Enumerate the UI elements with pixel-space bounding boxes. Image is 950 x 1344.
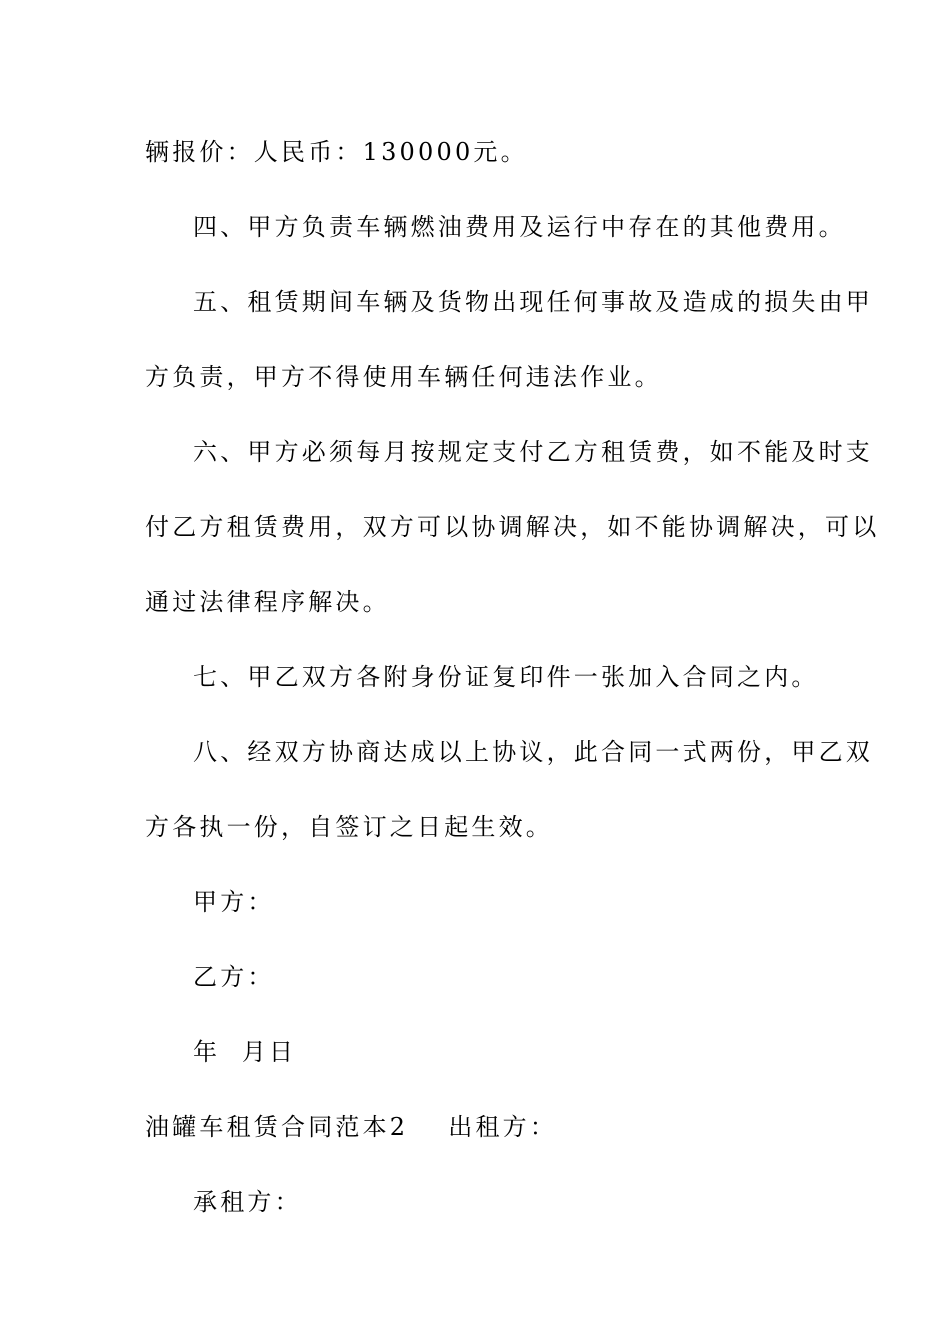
clause-6-continued: 通过法律程序解决。 [145,588,390,616]
paragraph-line: 辆报价：人民币：130000元。 [145,138,528,166]
lessee-label: 承租方： [193,1188,302,1216]
clause-5-continued: 方负责，甲方不得使用车辆任何违法作业。 [145,363,662,391]
date-line: 年 月日 [193,1038,297,1066]
section-heading-line [145,1112,557,1142]
section-title: 油罐车租赁合同范本2 [145,1113,409,1141]
clause-6-continued: 付乙方租赁费用，双方可以协调解决，如不能协调解决，可以 [145,513,880,541]
party-a-label: 甲方： [193,888,275,916]
clause-5: 五、租赁期间车辆及货物出现任何事故及造成的损失由甲 [193,288,873,316]
party-b-label: 乙方： [193,963,275,991]
lessor-label: 出租方： [448,1113,558,1141]
clause-8: 八、经双方协商达成以上协议，此合同一式两份，甲乙双 [193,738,873,766]
clause-7: 七、甲乙双方各附身份证复印件一张加入合同之内。 [193,663,819,691]
clause-8-continued: 方各执一份，自签订之日起生效。 [145,813,553,841]
clause-4: 四、甲方负责车辆燃油费用及运行中存在的其他费用。 [193,213,846,241]
clause-6: 六、甲方必须每月按规定支付乙方租赁费，如不能及时支 [193,438,873,466]
